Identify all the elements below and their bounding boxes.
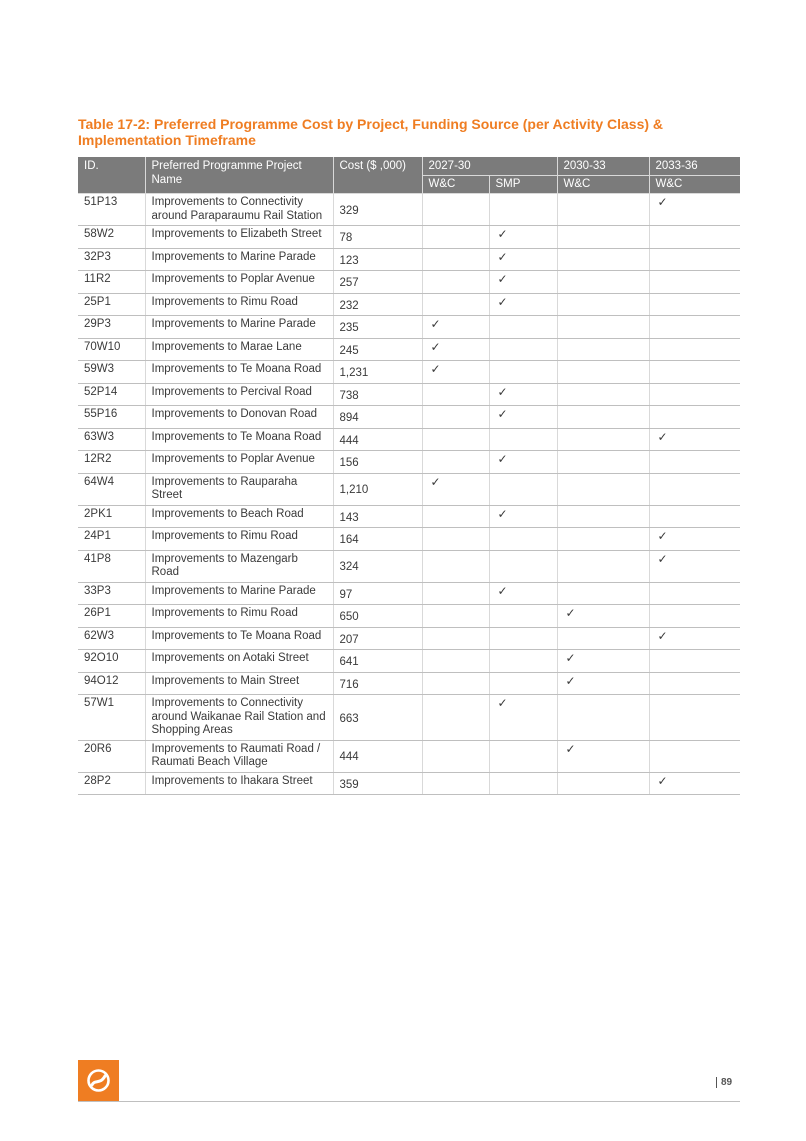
empty-cell bbox=[489, 672, 557, 695]
empty-cell bbox=[557, 316, 649, 339]
empty-cell bbox=[649, 505, 740, 528]
row-id: 70W10 bbox=[78, 338, 145, 361]
check-mark-icon: ✓ bbox=[557, 605, 649, 628]
row-cost: 1,210 bbox=[333, 473, 422, 505]
footer-divider bbox=[78, 1101, 740, 1102]
row-name: Improvements to Main Street bbox=[145, 672, 333, 695]
swirl-logo-icon bbox=[78, 1060, 119, 1101]
empty-cell bbox=[489, 316, 557, 339]
row-cost: 235 bbox=[333, 316, 422, 339]
table-row bbox=[78, 650, 740, 673]
table-row bbox=[78, 473, 740, 505]
empty-cell bbox=[557, 361, 649, 384]
check-mark-icon: ✓ bbox=[557, 740, 649, 772]
check-mark-icon: ✓ bbox=[649, 550, 740, 582]
check-mark-icon: ✓ bbox=[489, 695, 557, 741]
empty-cell bbox=[557, 248, 649, 271]
empty-cell bbox=[489, 627, 557, 650]
table-row bbox=[78, 383, 740, 406]
empty-cell bbox=[422, 226, 489, 249]
empty-cell bbox=[489, 650, 557, 673]
row-name: Improvements to Rimu Road bbox=[145, 293, 333, 316]
empty-cell bbox=[422, 248, 489, 271]
row-name: Improvements to Marine Parade bbox=[145, 248, 333, 271]
empty-cell bbox=[557, 473, 649, 505]
row-id: 25P1 bbox=[78, 293, 145, 316]
row-name: Improvements to Percival Road bbox=[145, 383, 333, 406]
table-body bbox=[78, 194, 740, 795]
row-name: Improvements to Marae Lane bbox=[145, 338, 333, 361]
row-id: 59W3 bbox=[78, 361, 145, 384]
empty-cell bbox=[649, 740, 740, 772]
row-cost: 329 bbox=[333, 194, 422, 226]
row-name: Improvements to Ihakara Street bbox=[145, 772, 333, 795]
empty-cell bbox=[649, 406, 740, 429]
check-mark-icon: ✓ bbox=[649, 194, 740, 226]
row-name: Improvements to Elizabeth Street bbox=[145, 226, 333, 249]
row-cost: 156 bbox=[333, 451, 422, 474]
empty-cell bbox=[557, 226, 649, 249]
empty-cell bbox=[422, 772, 489, 795]
empty-cell bbox=[649, 271, 740, 294]
table-row bbox=[78, 772, 740, 795]
row-name: Improvements to Donovan Road bbox=[145, 406, 333, 429]
empty-cell bbox=[422, 451, 489, 474]
empty-cell bbox=[649, 473, 740, 505]
row-id: 58W2 bbox=[78, 226, 145, 249]
empty-cell bbox=[557, 338, 649, 361]
row-cost: 444 bbox=[333, 740, 422, 772]
check-mark-icon: ✓ bbox=[557, 650, 649, 673]
check-mark-icon: ✓ bbox=[422, 361, 489, 384]
check-mark-icon: ✓ bbox=[489, 383, 557, 406]
check-mark-icon: ✓ bbox=[557, 672, 649, 695]
table-row bbox=[78, 451, 740, 474]
empty-cell bbox=[489, 528, 557, 551]
check-mark-icon: ✓ bbox=[489, 582, 557, 605]
check-mark-icon: ✓ bbox=[422, 338, 489, 361]
check-mark-icon: ✓ bbox=[422, 316, 489, 339]
header-period-2027-30: 2027-30 bbox=[422, 157, 557, 176]
check-mark-icon: ✓ bbox=[489, 271, 557, 294]
table-row bbox=[78, 627, 740, 650]
check-mark-icon: ✓ bbox=[489, 505, 557, 528]
empty-cell bbox=[557, 627, 649, 650]
row-id: 57W1 bbox=[78, 695, 145, 741]
row-cost: 232 bbox=[333, 293, 422, 316]
row-name: Improvements to Te Moana Road bbox=[145, 361, 333, 384]
empty-cell bbox=[422, 550, 489, 582]
programme-table bbox=[78, 157, 740, 795]
empty-cell bbox=[557, 293, 649, 316]
empty-cell bbox=[422, 740, 489, 772]
row-cost: 78 bbox=[333, 226, 422, 249]
header-period-2033-36: 2033-36 bbox=[649, 157, 740, 176]
row-cost: 663 bbox=[333, 695, 422, 741]
empty-cell bbox=[489, 194, 557, 226]
empty-cell bbox=[557, 451, 649, 474]
empty-cell bbox=[422, 582, 489, 605]
empty-cell bbox=[422, 528, 489, 551]
empty-cell bbox=[649, 338, 740, 361]
check-mark-icon: ✓ bbox=[422, 473, 489, 505]
header-sub-wc-2: W&C bbox=[557, 176, 649, 194]
check-mark-icon: ✓ bbox=[489, 226, 557, 249]
row-name: Improvements to Connectivity around Paraparaumu Rail Station bbox=[145, 194, 333, 226]
empty-cell bbox=[422, 695, 489, 741]
table-row bbox=[78, 338, 740, 361]
empty-cell bbox=[649, 695, 740, 741]
empty-cell bbox=[422, 505, 489, 528]
row-cost: 444 bbox=[333, 428, 422, 451]
check-mark-icon: ✓ bbox=[649, 627, 740, 650]
row-id: 32P3 bbox=[78, 248, 145, 271]
header-period-2030-33: 2030-33 bbox=[557, 157, 649, 176]
empty-cell bbox=[557, 383, 649, 406]
table-row bbox=[78, 672, 740, 695]
table-row bbox=[78, 406, 740, 429]
row-name: Improvements to Te Moana Road bbox=[145, 428, 333, 451]
table-row bbox=[78, 361, 740, 384]
row-id: 26P1 bbox=[78, 605, 145, 628]
table-row bbox=[78, 582, 740, 605]
row-id: 62W3 bbox=[78, 627, 145, 650]
table-title: Table 17-2: Preferred Programme Cost by Project, Funding Source (per Activity Class) & Implementation Timeframe bbox=[78, 116, 664, 148]
table-row bbox=[78, 740, 740, 772]
row-name: Improvements to Marine Parade bbox=[145, 582, 333, 605]
empty-cell bbox=[557, 772, 649, 795]
row-cost: 716 bbox=[333, 672, 422, 695]
header-name: Preferred Programme Project Name bbox=[145, 157, 333, 194]
empty-cell bbox=[422, 672, 489, 695]
empty-cell bbox=[489, 338, 557, 361]
empty-cell bbox=[649, 650, 740, 673]
empty-cell bbox=[557, 695, 649, 741]
empty-cell bbox=[557, 194, 649, 226]
empty-cell bbox=[422, 605, 489, 628]
row-id: 24P1 bbox=[78, 528, 145, 551]
row-name: Improvements to Mazengarb Road bbox=[145, 550, 333, 582]
row-name: Improvements to Te Moana Road bbox=[145, 627, 333, 650]
header-sub-smp: SMP bbox=[489, 176, 557, 194]
empty-cell bbox=[489, 473, 557, 505]
header-cost: Cost ($ ,000) bbox=[333, 157, 422, 194]
row-id: 28P2 bbox=[78, 772, 145, 795]
table-row bbox=[78, 428, 740, 451]
empty-cell bbox=[649, 248, 740, 271]
check-mark-icon: ✓ bbox=[489, 451, 557, 474]
row-id: 12R2 bbox=[78, 451, 145, 474]
row-cost: 123 bbox=[333, 248, 422, 271]
row-cost: 143 bbox=[333, 505, 422, 528]
row-id: 11R2 bbox=[78, 271, 145, 294]
row-name: Improvements to Poplar Avenue bbox=[145, 451, 333, 474]
row-cost: 257 bbox=[333, 271, 422, 294]
check-mark-icon: ✓ bbox=[489, 248, 557, 271]
row-name: Improvements to Marine Parade bbox=[145, 316, 333, 339]
row-id: 51P13 bbox=[78, 194, 145, 226]
empty-cell bbox=[422, 271, 489, 294]
table-row bbox=[78, 226, 740, 249]
empty-cell bbox=[557, 550, 649, 582]
check-mark-icon: ✓ bbox=[649, 528, 740, 551]
empty-cell bbox=[489, 740, 557, 772]
check-mark-icon: ✓ bbox=[649, 772, 740, 795]
table-row bbox=[78, 316, 740, 339]
row-id: 41P8 bbox=[78, 550, 145, 582]
table-row bbox=[78, 271, 740, 294]
row-id: 92O10 bbox=[78, 650, 145, 673]
table-row bbox=[78, 248, 740, 271]
empty-cell bbox=[489, 605, 557, 628]
row-id: 2PK1 bbox=[78, 505, 145, 528]
empty-cell bbox=[489, 550, 557, 582]
empty-cell bbox=[557, 406, 649, 429]
header-sub-wc-3: W&C bbox=[649, 176, 740, 194]
row-name: Improvements to Poplar Avenue bbox=[145, 271, 333, 294]
row-id: 55P16 bbox=[78, 406, 145, 429]
empty-cell bbox=[489, 361, 557, 384]
row-name: Improvements to Raumati Road / Raumati Beach Village bbox=[145, 740, 333, 772]
row-cost: 359 bbox=[333, 772, 422, 795]
check-mark-icon: ✓ bbox=[489, 406, 557, 429]
row-cost: 245 bbox=[333, 338, 422, 361]
empty-cell bbox=[422, 293, 489, 316]
row-id: 52P14 bbox=[78, 383, 145, 406]
table-row bbox=[78, 505, 740, 528]
table-row bbox=[78, 293, 740, 316]
row-name: Improvements to Connectivity around Waikanae Rail Station and Shopping Areas bbox=[145, 695, 333, 741]
empty-cell bbox=[422, 650, 489, 673]
empty-cell bbox=[649, 451, 740, 474]
empty-cell bbox=[649, 361, 740, 384]
empty-cell bbox=[489, 772, 557, 795]
empty-cell bbox=[422, 383, 489, 406]
empty-cell bbox=[489, 428, 557, 451]
empty-cell bbox=[557, 582, 649, 605]
page-number: 89 bbox=[716, 1077, 732, 1088]
empty-cell bbox=[422, 194, 489, 226]
empty-cell bbox=[649, 605, 740, 628]
empty-cell bbox=[649, 672, 740, 695]
row-name: Improvements to Rauparaha Street bbox=[145, 473, 333, 505]
empty-cell bbox=[422, 428, 489, 451]
row-cost: 164 bbox=[333, 528, 422, 551]
table-row bbox=[78, 550, 740, 582]
row-cost: 650 bbox=[333, 605, 422, 628]
table-row bbox=[78, 528, 740, 551]
row-id: 29P3 bbox=[78, 316, 145, 339]
row-id: 20R6 bbox=[78, 740, 145, 772]
row-name: Improvements to Beach Road bbox=[145, 505, 333, 528]
check-mark-icon: ✓ bbox=[489, 293, 557, 316]
row-name: Improvements to Rimu Road bbox=[145, 605, 333, 628]
row-name: Improvements on Aotaki Street bbox=[145, 650, 333, 673]
empty-cell bbox=[649, 226, 740, 249]
empty-cell bbox=[557, 505, 649, 528]
row-cost: 97 bbox=[333, 582, 422, 605]
table-row bbox=[78, 605, 740, 628]
empty-cell bbox=[649, 293, 740, 316]
empty-cell bbox=[649, 316, 740, 339]
row-cost: 641 bbox=[333, 650, 422, 673]
empty-cell bbox=[649, 582, 740, 605]
check-mark-icon: ✓ bbox=[649, 428, 740, 451]
row-cost: 207 bbox=[333, 627, 422, 650]
header-id: ID. bbox=[78, 157, 145, 194]
table-row bbox=[78, 194, 740, 226]
row-cost: 894 bbox=[333, 406, 422, 429]
empty-cell bbox=[422, 627, 489, 650]
empty-cell bbox=[557, 528, 649, 551]
row-cost: 1,231 bbox=[333, 361, 422, 384]
header-sub-wc-1: W&C bbox=[422, 176, 489, 194]
empty-cell bbox=[422, 406, 489, 429]
empty-cell bbox=[649, 383, 740, 406]
row-id: 63W3 bbox=[78, 428, 145, 451]
row-cost: 324 bbox=[333, 550, 422, 582]
empty-cell bbox=[557, 271, 649, 294]
row-name: Improvements to Rimu Road bbox=[145, 528, 333, 551]
table-row bbox=[78, 695, 740, 741]
empty-cell bbox=[557, 428, 649, 451]
row-id: 64W4 bbox=[78, 473, 145, 505]
row-cost: 738 bbox=[333, 383, 422, 406]
row-id: 33P3 bbox=[78, 582, 145, 605]
row-id: 94O12 bbox=[78, 672, 145, 695]
